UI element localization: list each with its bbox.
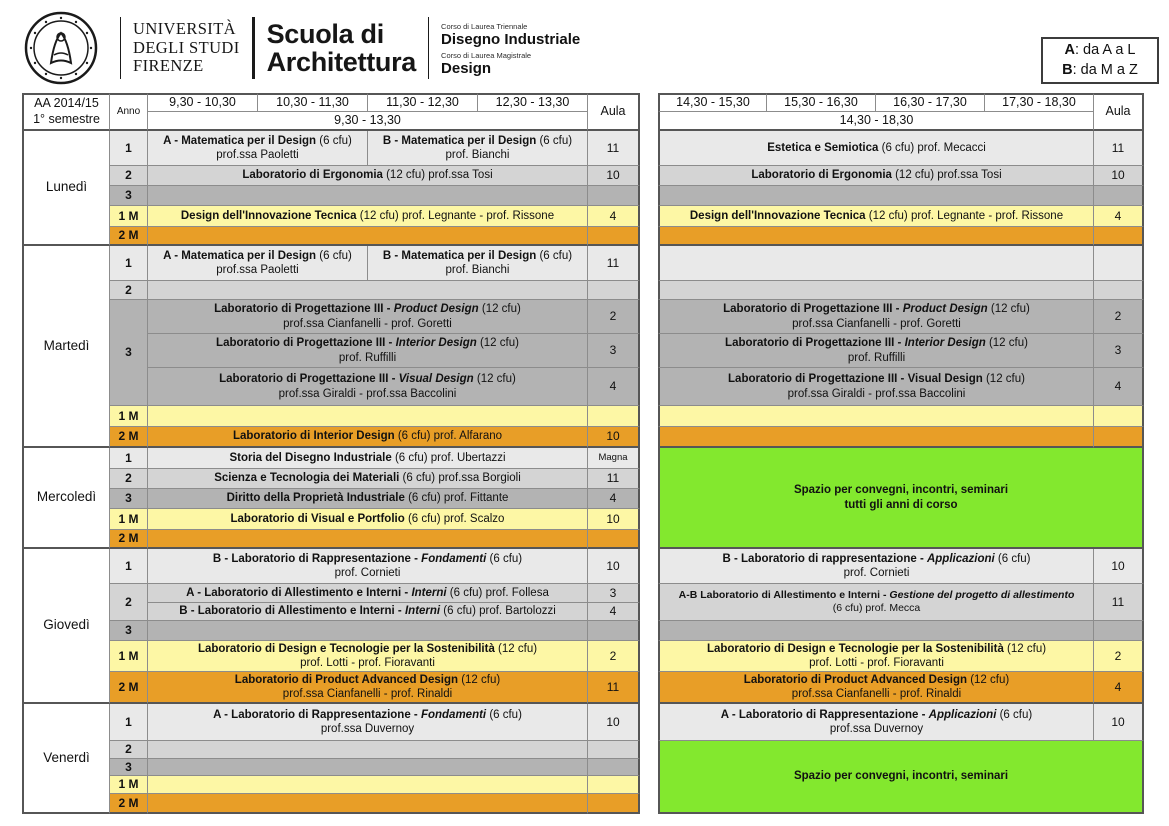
aula-cell: 4 — [588, 603, 640, 621]
empty-cell — [588, 776, 640, 794]
aula-cell: 10 — [1094, 549, 1144, 584]
degree2-name: Design — [441, 60, 492, 77]
empty-cell — [658, 406, 1094, 427]
aula-cell: 11 — [588, 131, 640, 166]
course-cell: B - Laboratorio di rappresentazione - Applicazioni (6 cfu) prof. Cornieti — [658, 549, 1094, 584]
empty-cell — [148, 621, 588, 641]
aula-cell: 3 — [588, 334, 640, 368]
empty-cell — [148, 759, 588, 776]
day-label: Mercoledì — [22, 448, 110, 549]
aula-cell: 4 — [1094, 368, 1144, 406]
aula-cell: 11 — [588, 672, 640, 704]
course-cell: Design dell'Innovazione Tecnica (12 cfu) prof. Legnante - prof. Rissone — [148, 206, 588, 227]
aula-cell: 2 — [588, 300, 640, 334]
anno-cell: 3 — [110, 759, 148, 776]
empty-cell — [1094, 621, 1144, 641]
course-cell: Laboratorio di Ergonomia (12 cfu) prof.ssa Tosi — [658, 166, 1094, 186]
anno-cell: 1 — [110, 131, 148, 166]
aula-cell: 2 — [1094, 300, 1144, 334]
anno-cell: 3 — [110, 300, 148, 406]
course-cell: B - Laboratorio di Rappresentazione - Fondamenti (6 cfu) prof. Cornieti — [148, 549, 588, 584]
anno-cell: 1 M — [110, 776, 148, 794]
degree2-label: Corso di Laurea Magistrale — [441, 51, 532, 60]
aula-cell: 3 — [1094, 334, 1144, 368]
empty-cell — [588, 621, 640, 641]
aula-cell: 10 — [588, 166, 640, 186]
aula-cell: 2 — [588, 641, 640, 672]
time-slot-header: 17,30 - 18,30 — [985, 93, 1094, 112]
aula-header: Aula — [1094, 93, 1144, 131]
day-label: Venerdì — [22, 704, 110, 814]
empty-cell — [1094, 406, 1144, 427]
group-legend — [1041, 37, 1159, 84]
school-name: Scuola di Architettura — [266, 18, 417, 77]
course-cell: Laboratorio di Progettazione III - Product Design (12 cfu) prof.ssa Cianfanelli - prof. Goretti — [658, 300, 1094, 334]
aula-cell: 11 — [588, 469, 640, 489]
aula-cell: 10 — [588, 549, 640, 584]
course-cell: Laboratorio di Product Advanced Design (12 cfu) prof.ssa Cianfanelli - prof. Rinaldi — [148, 672, 588, 704]
time-slot-header: 10,30 - 11,30 — [258, 93, 368, 112]
empty-cell — [1094, 227, 1144, 246]
time-slot-header: 15,30 - 16,30 — [767, 93, 876, 112]
empty-cell — [1094, 427, 1144, 448]
course-cell: B - Matematica per il Design (6 cfu) prof. Bianchi — [368, 246, 588, 281]
degree1-name: Disegno Industriale — [441, 30, 581, 48]
course-cell: Laboratorio di Progettazione III - Interior Design (12 cfu) prof. Ruffilli — [148, 334, 588, 368]
anno-cell: 2 M — [110, 530, 148, 549]
aula-cell: 11 — [588, 246, 640, 281]
empty-cell — [658, 227, 1094, 246]
course-cell: Laboratorio di Visual e Portfolio (6 cfu) prof. Scalzo — [148, 509, 588, 530]
anno-cell: 2 M — [110, 427, 148, 448]
empty-cell — [1094, 186, 1144, 206]
course-cell: Laboratorio di Progettazione III - Visual Design (12 cfu) prof.ssa Giraldi - prof.ssa Baccolini — [148, 368, 588, 406]
empty-cell — [588, 530, 640, 549]
aula-cell: 10 — [1094, 166, 1144, 186]
aula-cell: 10 — [588, 427, 640, 448]
course-cell: A - Laboratorio di Allestimento e Interni - Interni (6 cfu) prof. Follesa — [148, 584, 588, 603]
aula-cell: 11 — [1094, 584, 1144, 621]
course-cell: Laboratorio di Interior Design (6 cfu) prof. Alfarano — [148, 427, 588, 448]
empty-cell — [658, 246, 1094, 281]
course-cell: A - Matematica per il Design (6 cfu) prof.ssa Paoletti — [148, 246, 368, 281]
empty-cell — [588, 759, 640, 776]
empty-cell — [658, 186, 1094, 206]
course-cell: Laboratorio di Progettazione III - Interior Design (12 cfu) prof. Ruffilli — [658, 334, 1094, 368]
course-cell: Laboratorio di Progettazione III - Visual Design (12 cfu) prof.ssa Giraldi - prof.ssa Baccolini — [658, 368, 1094, 406]
anno-cell: 1 — [110, 246, 148, 281]
aula-cell: 4 — [588, 206, 640, 227]
anno-cell: 2 — [110, 741, 148, 759]
time-slot-header: 16,30 - 17,30 — [876, 93, 985, 112]
brand-header — [24, 8, 580, 88]
time-slot-header: 12,30 - 13,30 — [478, 93, 588, 112]
day-label: Lunedì — [22, 131, 110, 246]
anno-cell: 1 — [110, 704, 148, 741]
empty-cell — [148, 530, 588, 549]
aula-cell: 10 — [588, 704, 640, 741]
anno-header: Anno — [110, 93, 148, 131]
legend-group-b: B: da M a Z — [1062, 61, 1138, 78]
day-label: Martedì — [22, 246, 110, 448]
anno-cell: 1 M — [110, 641, 148, 672]
aula-cell: Magna — [588, 448, 640, 469]
course-cell: Design dell'Innovazione Tecnica (12 cfu) prof. Legnante - prof. Rissone — [658, 206, 1094, 227]
anno-cell: 3 — [110, 621, 148, 641]
semester-header: AA 2014/15 1° semestre — [22, 93, 110, 131]
anno-cell: 1 M — [110, 406, 148, 427]
course-cell: Estetica e Semiotica (6 cfu) prof. Mecacci — [658, 131, 1094, 166]
day-label: Giovedì — [22, 549, 110, 704]
empty-cell — [588, 227, 640, 246]
course-cell: A-B Laboratorio di Allestimento e Interni - Gestione del progetto di allestimento (6 cfu) prof. Mecca — [658, 584, 1094, 621]
empty-cell — [148, 227, 588, 246]
course-cell: Laboratorio di Ergonomia (12 cfu) prof.ssa Tosi — [148, 166, 588, 186]
empty-cell — [658, 621, 1094, 641]
aula-cell: 4 — [1094, 672, 1144, 704]
degree-programs — [441, 19, 580, 78]
divider — [428, 17, 429, 79]
anno-cell: 2 M — [110, 794, 148, 814]
empty-cell — [148, 741, 588, 759]
anno-cell: 2 — [110, 584, 148, 621]
course-cell: Laboratorio di Product Advanced Design (12 cfu) prof.ssa Cianfanelli - prof. Rinaldi — [658, 672, 1094, 704]
course-cell: Storia del Disegno Industriale (6 cfu) prof. Ubertazzi — [148, 448, 588, 469]
aula-cell: 4 — [588, 489, 640, 509]
empty-cell — [148, 794, 588, 814]
empty-cell — [658, 281, 1094, 300]
empty-cell — [588, 186, 640, 206]
divider — [120, 17, 121, 79]
event-cell: Spazio per convegni, incontri, seminari tutti gli anni di corso — [658, 448, 1144, 549]
university-seal-icon — [24, 11, 98, 85]
anno-cell: 1 M — [110, 509, 148, 530]
time-span-header: 14,30 - 18,30 — [658, 112, 1094, 131]
course-cell: B - Matematica per il Design (6 cfu) prof. Bianchi — [368, 131, 588, 166]
empty-cell — [588, 794, 640, 814]
course-cell: B - Laboratorio di Allestimento e Interni - Interni (6 cfu) prof. Bartolozzi — [148, 603, 588, 621]
empty-cell — [1094, 281, 1144, 300]
event-cell: Spazio per convegni, incontri, seminari — [658, 741, 1144, 814]
empty-cell — [658, 427, 1094, 448]
divider — [252, 17, 255, 79]
aula-header: Aula — [588, 93, 640, 131]
aula-cell: 10 — [588, 509, 640, 530]
anno-cell: 1 — [110, 448, 148, 469]
empty-cell — [588, 281, 640, 300]
course-cell: Laboratorio di Design e Tecnologie per la Sostenibilità (12 cfu) prof. Lotti - prof. Fioravanti — [658, 641, 1094, 672]
aula-cell: 4 — [1094, 206, 1144, 227]
legend-group-a: A: da A a L — [1064, 41, 1136, 58]
empty-cell — [588, 741, 640, 759]
anno-cell: 2 — [110, 281, 148, 300]
course-cell: A - Matematica per il Design (6 cfu) prof.ssa Paoletti — [148, 131, 368, 166]
empty-cell — [148, 281, 588, 300]
aula-cell: 11 — [1094, 131, 1144, 166]
timetable — [22, 93, 1144, 814]
anno-cell: 3 — [110, 489, 148, 509]
anno-cell: 2 — [110, 469, 148, 489]
course-cell: A - Laboratorio di Rappresentazione - Applicazioni (6 cfu) prof.ssa Duvernoy — [658, 704, 1094, 741]
time-span-header: 9,30 - 13,30 — [148, 112, 588, 131]
time-slot-header: 14,30 - 15,30 — [658, 93, 767, 112]
time-slot-header: 11,30 - 12,30 — [368, 93, 478, 112]
time-slot-header: 9,30 - 10,30 — [148, 93, 258, 112]
empty-cell — [148, 406, 588, 427]
course-cell: A - Laboratorio di Rappresentazione - Fondamenti (6 cfu) prof.ssa Duvernoy — [148, 704, 588, 741]
anno-cell: 2 M — [110, 672, 148, 704]
aula-cell: 10 — [1094, 704, 1144, 741]
anno-cell: 1 — [110, 549, 148, 584]
aula-cell: 3 — [588, 584, 640, 603]
course-cell: Diritto della Proprietà Industriale (6 cfu) prof. Fittante — [148, 489, 588, 509]
degree1-label: Corso di Laurea Triennale — [441, 21, 528, 31]
empty-cell — [1094, 246, 1144, 281]
anno-cell: 2 M — [110, 227, 148, 246]
empty-cell — [588, 406, 640, 427]
aula-cell: 2 — [1094, 641, 1144, 672]
anno-cell: 2 — [110, 166, 148, 186]
aula-cell: 4 — [588, 368, 640, 406]
course-cell: Laboratorio di Progettazione III - Product Design (12 cfu) prof.ssa Cianfanelli - prof. Goretti — [148, 300, 588, 334]
course-cell: Scienza e Tecnologia dei Materiali (6 cfu) prof.ssa Borgioli — [148, 469, 588, 489]
anno-cell: 1 M — [110, 206, 148, 227]
anno-cell: 3 — [110, 186, 148, 206]
course-cell: Laboratorio di Design e Tecnologie per la Sostenibilità (12 cfu) prof. Lotti - prof. Fioravanti — [148, 641, 588, 672]
university-name: UNIVERSITÀ DEGLI STUDI FIRENZE — [133, 19, 240, 76]
empty-cell — [148, 776, 588, 794]
empty-cell — [148, 186, 588, 206]
